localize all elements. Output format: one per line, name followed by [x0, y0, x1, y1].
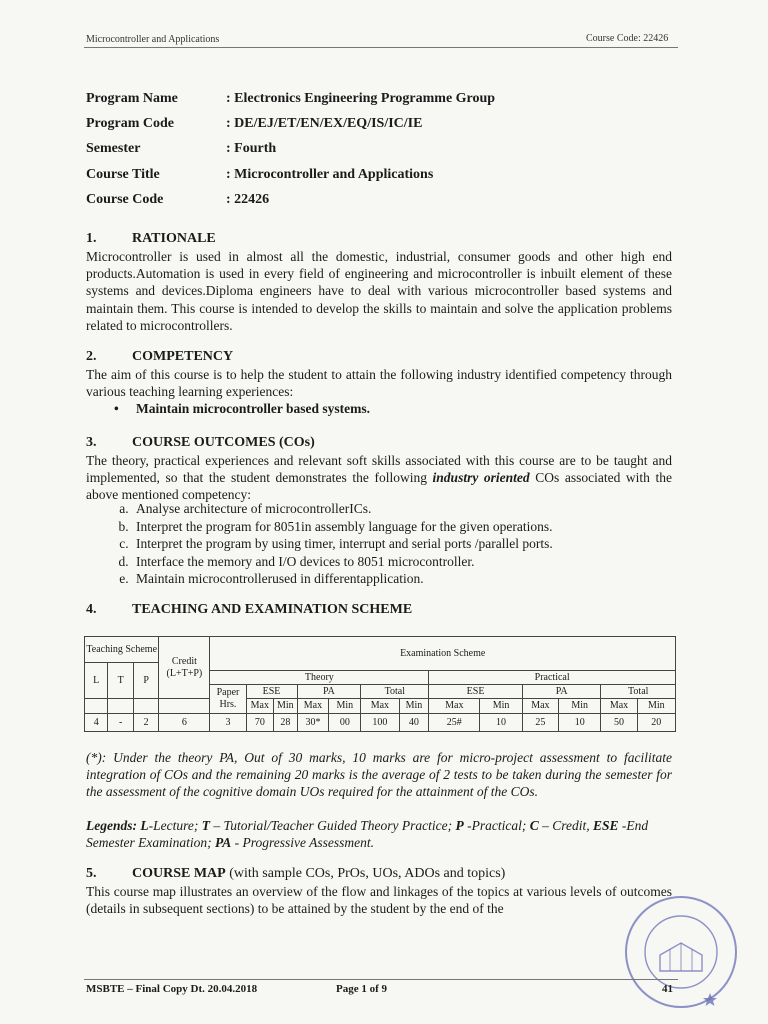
running-header-code: Course Code: 22426: [586, 33, 669, 44]
course-map-text: This course map illustrates an overview of the flow and linkages of the topics at various levels of outcomes (details in subsequent sections) to be attained by the student by the end of the: [86, 884, 672, 917]
footer-rule: [84, 979, 678, 980]
table-cell: 25: [522, 714, 558, 732]
legends-label: Legends:: [86, 818, 137, 833]
min-header: Min: [399, 699, 429, 714]
max-header: Max: [601, 699, 637, 714]
competency-bullet: [114, 401, 370, 417]
program-info: [86, 86, 495, 212]
blank-cell: [108, 699, 134, 714]
paper-hrs-header: Paper Hrs.: [210, 685, 246, 714]
outcomes-intro-b: COs associated with the above mentioned competency:: [86, 470, 672, 503]
credit-header: Credit (L+T+P): [159, 637, 210, 699]
section-heading-outcomes: [86, 435, 315, 451]
info-value: : 22426: [226, 191, 270, 207]
course-outcome: d. Interface the memory and I/O devices to 8051 microcontroller.: [132, 553, 553, 571]
max-header: Max: [522, 699, 558, 714]
theory-total-header: Total: [361, 685, 429, 699]
footer-page-number: Page 1 of 9: [336, 983, 388, 995]
legend-desc: – Credit,: [538, 818, 593, 833]
col-t: T: [108, 663, 134, 699]
section-number: 3.: [86, 435, 97, 450]
theory-header: Theory: [210, 671, 429, 685]
blank-cell: [133, 699, 159, 714]
info-value: : Fourth: [226, 141, 277, 157]
min-header: Min: [558, 699, 601, 714]
outcomes-emphasis: industry oriented: [432, 470, 530, 486]
info-row: [86, 137, 495, 162]
section-title: RATIONALE: [132, 231, 216, 246]
legend-key: P: [455, 818, 464, 833]
info-label: Course Title: [86, 166, 160, 182]
table-cell: 70: [246, 714, 274, 732]
course-outcome: b. Interpret the program for 8051in assembly language for the given operations.: [132, 518, 553, 536]
header-rule: [84, 47, 678, 48]
section-heading-scheme: [86, 602, 412, 618]
min-header: Min: [329, 699, 361, 714]
outcomes-intro: [86, 452, 672, 504]
course-outcome: e. Maintain microcontrollerused in differentapplication.: [132, 570, 553, 588]
legend-key: L: [140, 818, 149, 833]
table-cell: 30*: [297, 714, 329, 732]
msbte-seal-icon: [622, 893, 740, 1011]
min-header: Min: [274, 699, 297, 714]
section-number: 1.: [86, 231, 97, 246]
info-row: [86, 187, 495, 212]
table-cell: 4: [85, 714, 108, 732]
table-cell: 3: [210, 714, 246, 732]
table-cell: 2: [133, 714, 159, 732]
competency-item: Maintain microcontroller based systems.: [136, 401, 370, 416]
course-outcomes-list: [86, 500, 553, 588]
rationale-text: Microcontroller is used in almost all the domestic, industrial, consumer goods and other high end products.Automation is used in every field of engineering and microcontroller is inbuilt element of these systems and devices.Diploma engineers have to deal with various microcontroller based systems and maintain them. This course is intended to develop the skills to maintain and solve the application problems related to microcontrollers.: [86, 249, 672, 333]
table-cell: 28: [274, 714, 297, 732]
section-heading-competency: [86, 349, 233, 365]
blank-cell: [85, 699, 108, 714]
info-row: [86, 86, 495, 111]
col-l: L: [85, 663, 108, 699]
table-cell: 10: [480, 714, 523, 732]
theory-pa-note: (*): Under the theory PA, Out of 30 marks, 10 marks are for micro-project assessment to facilitate integration of COs and the remaining 20 marks is the average of 2 tests to be taken during the semester for the assessment of the cognitive domain UOs required for the attainment of the COs.: [86, 750, 672, 800]
footer-sheet-number: 41: [662, 983, 673, 995]
practical-total-header: Total: [601, 685, 676, 699]
table-cell: 100: [361, 714, 399, 732]
exam-scheme-header: Examination Scheme: [210, 637, 676, 671]
legend-desc: - Progressive Assessment.: [231, 835, 374, 850]
section-title: TEACHING AND EXAMINATION SCHEME: [132, 602, 413, 617]
blank-cell: [159, 699, 210, 714]
bullet-dot-icon: •: [114, 401, 119, 416]
info-value: : Microcontroller and Applications: [226, 166, 434, 182]
table-cell: 25#: [429, 714, 480, 732]
section-number: 5.: [86, 866, 97, 881]
max-header: Max: [246, 699, 274, 714]
table-cell: 6: [159, 714, 210, 732]
teaching-scheme-header: Teaching Scheme: [85, 637, 159, 663]
practical-pa-header: PA: [522, 685, 601, 699]
col-p: P: [133, 663, 159, 699]
table-cell: 00: [329, 714, 361, 732]
practical-ese-header: ESE: [429, 685, 523, 699]
practical-header: Practical: [429, 671, 676, 685]
table-cell: 40: [399, 714, 429, 732]
info-value: : DE/EJ/ET/EN/EX/EQ/IS/IC/IE: [226, 115, 423, 131]
legends: [86, 817, 672, 851]
info-label: Program Name: [86, 90, 178, 106]
min-header: Min: [637, 699, 675, 714]
theory-ese-header: ESE: [246, 685, 297, 699]
running-header-title: Microcontroller and Applications: [86, 34, 220, 45]
legend-key: ESE: [592, 818, 619, 833]
table-cell: 10: [558, 714, 601, 732]
theory-pa-header: PA: [297, 685, 361, 699]
section-title: COURSE OUTCOMES (COs): [132, 435, 315, 450]
max-header: Max: [429, 699, 480, 714]
outcomes-intro-a: The theory, practical experiences and relevant soft skills associated with this course are to be taught and implemented, so that the student demonstrates the following: [86, 453, 672, 486]
legend-key: C: [529, 818, 539, 833]
legend-desc: -Lecture;: [148, 818, 202, 833]
section-heading-rationale: [86, 231, 216, 247]
legend-desc: – Tutorial/Teacher Guided Theory Practice;: [209, 818, 456, 833]
course-outcome: a. Analyse architecture of microcontrollerICs.: [132, 500, 553, 518]
min-header: Min: [480, 699, 523, 714]
section-number: 4.: [86, 602, 97, 617]
legend-desc: -Practical;: [463, 818, 530, 833]
scheme-table: [84, 636, 676, 732]
info-row: [86, 111, 495, 136]
footer-copy-date: MSBTE – Final Copy Dt. 20.04.2018: [86, 983, 258, 995]
table-cell: 50: [601, 714, 637, 732]
course-outcome: c. Interpret the program by using timer, interrupt and serial ports /parallel ports.: [132, 535, 553, 553]
legend-desc: -End Semester Examination;: [86, 818, 649, 850]
legend-key: T: [201, 818, 210, 833]
section-heading-map: [86, 866, 505, 882]
max-header: Max: [297, 699, 329, 714]
section-title: COMPETENCY: [132, 349, 234, 364]
table-row: [85, 714, 676, 732]
info-label: Course Code: [86, 191, 164, 207]
section-number: 2.: [86, 349, 97, 364]
info-value: : Electronics Engineering Programme Group: [226, 90, 496, 106]
legend-key: PA: [214, 835, 232, 850]
section-title-rest: (with sample COs, PrOs, UOs, ADOs and topics): [225, 866, 506, 881]
max-header: Max: [361, 699, 399, 714]
section-title: COURSE MAP: [132, 866, 226, 881]
info-label: Program Code: [86, 115, 174, 131]
competency-text: The aim of this course is to help the student to attain the following industry identified competency through various teaching learning experiences:: [86, 367, 672, 400]
table-cell: 20: [637, 714, 675, 732]
info-row: [86, 162, 495, 187]
table-cell: -: [108, 714, 134, 732]
info-label: Semester: [86, 141, 141, 157]
